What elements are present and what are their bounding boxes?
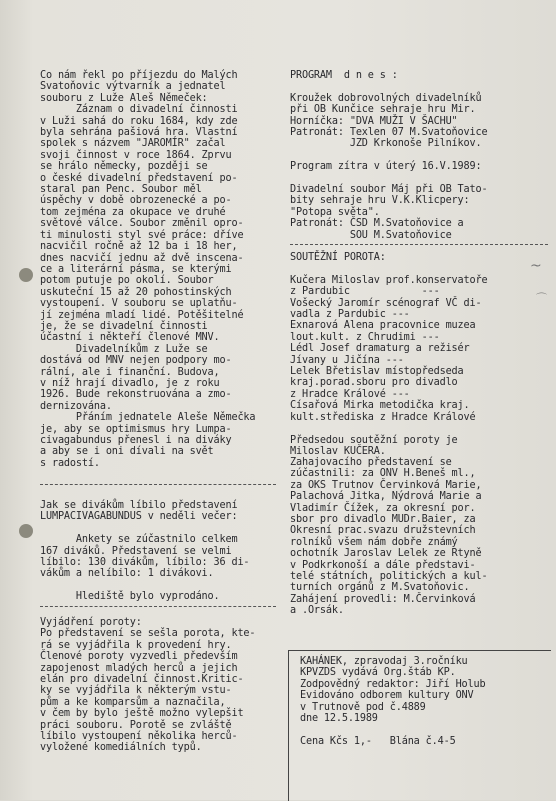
text-line xyxy=(40,580,249,591)
text-line: Kučera Miloslav prof.konservatoře xyxy=(290,274,488,286)
text-line: za OKS Trutnov Červinková Marie, xyxy=(290,479,482,491)
audience-survey xyxy=(40,500,249,603)
text-line: Členové poroty vyzvedli především xyxy=(40,651,238,663)
text-line: Předsedou soutěžní poroty je xyxy=(290,434,458,446)
text-line xyxy=(290,423,487,434)
margin-scribble: ~ xyxy=(530,258,542,274)
text-line: Císařová Mirka metodička kraj. xyxy=(290,400,470,412)
jury-members xyxy=(290,252,487,457)
text-line: Zahajovacího představení se xyxy=(290,457,452,468)
text-line: spolek s názvem "JAROMÍR" začal xyxy=(40,138,226,150)
text-line: Divadelní soubor Máj při OB Tato- xyxy=(290,184,488,196)
text-line: z Pardubic --- xyxy=(290,286,440,298)
text-line: SOU M.Svatoňovice xyxy=(290,229,452,241)
text-line xyxy=(290,263,487,274)
text-line: Zahájení provedli: M.Červinková xyxy=(290,593,476,605)
separator-right-1 xyxy=(290,244,548,245)
text-line: LUMPACIVAGABUNDUS v neděli večer: xyxy=(40,511,238,523)
text-line: sbor pro divadlo MUDr.Baier, za xyxy=(290,514,476,526)
text-line: byla sehrána pašiová hra. Vlastní xyxy=(40,127,238,139)
text-line: Svatoňovic výtvarník a jednatel xyxy=(40,81,226,93)
text-line: Vyjádření poroty: xyxy=(40,617,142,628)
text-line: kult.střediska z Hradce Králové xyxy=(290,411,476,423)
text-line: Patronát: ČSD M.Svatoňovice a xyxy=(290,218,464,230)
text-line: Přáním jednatele Aleše Němečka xyxy=(40,412,256,424)
text-line: 1926. Bude rekonstruována a zmo- xyxy=(40,389,232,401)
text-line: Evidováno odborem kultury ONV xyxy=(300,690,474,702)
text-line: ce a literární pásma, se kterými xyxy=(40,263,232,275)
separator-left-1 xyxy=(40,484,276,485)
text-line: ochotník Jaroslav Lelek ze Rtyně xyxy=(290,548,482,560)
text-line: Palachová Jitka, Nýdrová Marie a xyxy=(290,491,482,503)
text-line: z Hradce Králové --- xyxy=(290,388,410,400)
text-line: zapojenost mladých herců a jejich xyxy=(40,662,238,674)
text-line: KPVZDS vydává Org.štáb KP. xyxy=(300,667,456,679)
text-line: potom putuje po okolí. Soubor xyxy=(40,275,214,287)
text-line: KAHÁNEK, zpravodaj 3.ročníku xyxy=(300,656,468,667)
text-line: SOUTĚŽNÍ POROTA: xyxy=(290,252,386,263)
text-line: civagabundus přenesl i na diváky xyxy=(40,435,232,446)
text-line xyxy=(290,81,487,92)
text-line: dne 12.5.1989 xyxy=(300,713,378,725)
text-line: světové válce. Soubor změnil opro- xyxy=(40,218,244,230)
text-line: PROGRAM d n e s : xyxy=(290,70,398,81)
text-line: nacvičil ročně až 12 ba i 18 her, xyxy=(40,241,238,253)
text-line xyxy=(290,150,487,161)
margin-scribble-2: ⌒ xyxy=(536,292,547,305)
text-line: dnes nacvičí jednu až dvě inscena- xyxy=(40,252,244,264)
punch-hole-bottom xyxy=(19,524,33,538)
text-line: a aby se i oni dívali na svět xyxy=(40,446,214,458)
text-line: o české divadelní představení po- xyxy=(40,172,238,184)
text-line: Horníčka: "DVA MUŽI V ŠACHU" xyxy=(290,115,458,127)
text-line: 167 diváků. Představení se velmi xyxy=(40,545,232,557)
opening-attendees xyxy=(290,457,487,617)
text-line: Lédl Josef dramaturg a režisér xyxy=(290,343,470,355)
text-line: v níž hrají divadlo, je z roku xyxy=(40,377,220,389)
text-line: líbilo: 130 divákům, líbilo: 36 di- xyxy=(40,557,250,569)
text-line: Jívany u Jičína --- xyxy=(290,354,404,366)
text-line: Po představení se sešla porota, kte- xyxy=(40,628,256,640)
text-line: v Luži sahá do roku 1684, kdy zde xyxy=(40,115,238,127)
text-line xyxy=(40,523,249,534)
text-line: ky se vyjádřila k některým vstu- xyxy=(40,685,232,697)
text-line: souboru z Luže Aleš Němeček: xyxy=(40,92,208,104)
text-line: lout.kult. z Chrudimi --- xyxy=(290,331,440,343)
text-line: vystoupení. V souboru se uplatňu- xyxy=(40,298,238,310)
text-line: Miloslav KUČERA. xyxy=(290,445,386,457)
text-line: pům a ke komparsům a naznačila, xyxy=(40,696,226,708)
text-line: JZD Krkonoše Pilníkov. xyxy=(290,138,482,150)
text-line: líbilo vystoupení několika herců- xyxy=(40,731,238,743)
text-line: zúčastnili: za ONV H.Beneš ml., xyxy=(290,468,476,480)
text-line: Zodpovědný redaktor: Jiří Holub xyxy=(300,678,486,690)
text-line: ti minulosti styl své práce: dříve xyxy=(40,229,244,241)
text-line: jí zejména mladí lidé. Potěšitelné xyxy=(40,309,244,321)
text-line: elán pro divadelní činnost.Kritic- xyxy=(40,674,244,686)
text-line: v Podkrkonoší a dále představi- xyxy=(290,559,476,571)
text-line xyxy=(290,173,487,184)
text-line: Co nám řekl po příjezdu do Malých xyxy=(40,70,238,81)
text-line: Jak se divákům líbilo představení xyxy=(40,500,238,511)
text-line: Kroužek dobrovolných divadelníků xyxy=(290,92,482,104)
text-line: v Trutnově pod č.4889 xyxy=(300,701,426,713)
text-line: Ankety se zúčastnilo celkem xyxy=(40,534,238,546)
text-line: úspěchy v době obrozenecké a po- xyxy=(40,195,232,207)
text-line xyxy=(300,724,486,735)
text-line: telé státních, politických a kul- xyxy=(290,571,488,583)
text-line: při OB Kunčice sehraje hru Mir. xyxy=(290,104,476,116)
text-line: kraj.porad.sboru pro divadlo xyxy=(290,377,458,389)
text-line: Záznam o divadelní činnosti xyxy=(40,104,238,116)
text-line: rolníků všem nám dobře známý xyxy=(290,536,458,548)
program-section xyxy=(290,70,487,241)
text-line: dernizována. xyxy=(40,400,112,412)
text-line: Cena Kčs 1,- Blána č.4-5 xyxy=(300,735,456,747)
text-line: uskuteční 15 až 20 pohostinských xyxy=(40,286,232,298)
text-line: Patronát: Texlen 07 M.Svatoňovice xyxy=(290,127,488,139)
text-line: vákům a nelíbilo: 1 divákovi. xyxy=(40,568,214,580)
text-line: se hrálo německy, později se xyxy=(40,161,208,173)
text-line: Vladimír Čížek, za okresní por. xyxy=(290,502,476,514)
text-line: Hlediště bylo vyprodáno. xyxy=(40,591,220,603)
text-line: svoji činnost v roce 1864. Zprvu xyxy=(40,149,232,161)
text-line: bity sehraje hru V.K.Klicpery: xyxy=(290,195,470,207)
text-line: staral pan Penc. Soubor měl xyxy=(40,184,202,196)
text-line: Vošecký Jaromír scénograf VČ di- xyxy=(290,297,482,309)
text-line: v čem by bylo ještě možno vylepšit xyxy=(40,708,244,720)
jury-statement xyxy=(40,617,255,754)
text-line: rální, ale i finanční. Budova, xyxy=(40,366,220,378)
interview-article xyxy=(40,70,255,469)
text-line: vadla z Pardubic --- xyxy=(290,309,410,321)
text-line: Lelek Břetislav místopředseda xyxy=(290,366,464,378)
text-line: a .Orsák. xyxy=(290,605,344,617)
text-line: Program zítra v úterý 16.V.1989: xyxy=(290,161,482,173)
separator-left-2 xyxy=(40,606,276,607)
text-line: práci souboru. Porotě se zvláště xyxy=(40,719,232,731)
text-line: s radostí. xyxy=(40,457,100,469)
text-line: vyložené komediálních typů. xyxy=(40,742,202,754)
punch-hole-top xyxy=(19,268,33,282)
text-line: turních orgánů z M.Svatoňovic. xyxy=(290,582,470,594)
text-line: tom zejména za okupace ve druhé xyxy=(40,206,226,218)
text-line: je, že se divadelní činnosti xyxy=(40,320,208,332)
text-line: Divadelníkům z Luže se xyxy=(40,343,208,355)
text-line: "Potopa světa". xyxy=(290,206,380,218)
imprint xyxy=(300,656,486,747)
text-line: dostává od MNV nejen podpory mo- xyxy=(40,355,232,367)
text-line: je, aby se optimismus hry Lumpa- xyxy=(40,423,232,435)
text-line: Okresní prac.svazu družstevních xyxy=(290,525,476,537)
text-line: rá se vyjádřila k provedení hry. xyxy=(40,639,232,651)
text-line: účastní i někteří členové MNV. xyxy=(40,332,220,344)
text-line: Exnarová Alena pracovnice muzea xyxy=(290,320,476,332)
